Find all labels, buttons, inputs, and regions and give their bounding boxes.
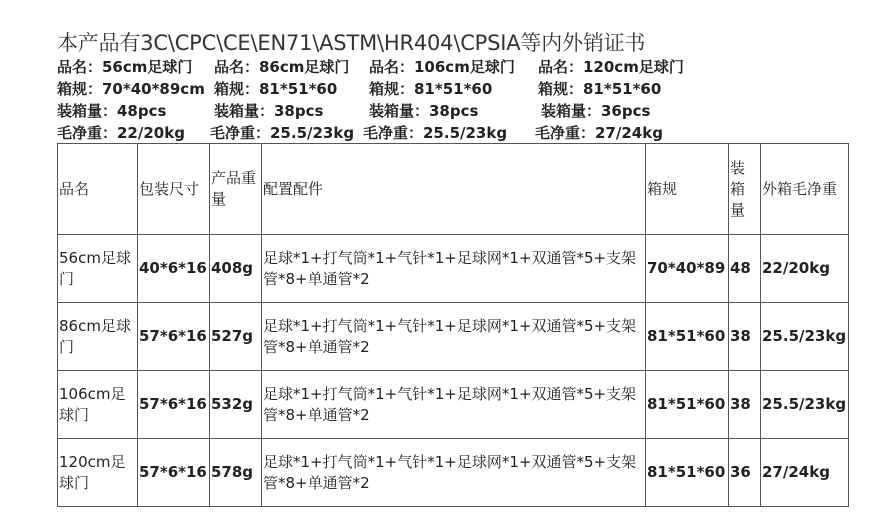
spec-name: 品名：56cm足球门 xyxy=(57,58,193,76)
spec-name: 品名：86cm足球门 xyxy=(214,58,350,76)
spec-qty: 装箱量：36pcs xyxy=(541,102,651,120)
cell-qty: 36 xyxy=(729,439,761,507)
spec-weight: 毛净重：25.5/23kg xyxy=(363,124,508,142)
cell-box: 70*40*89 xyxy=(646,235,729,303)
col-header-qty: 装箱量 xyxy=(729,144,761,235)
certificate-title: 本产品有3C\CPC\CE\EN71\ASTM\HR404\CPSIA等内外销证书 xyxy=(57,31,646,55)
cell-gross-net: 25.5/23kg xyxy=(761,303,849,371)
cell-package-size: 57*6*16 xyxy=(138,303,210,371)
spec-qty: 装箱量：48pcs xyxy=(57,102,167,120)
spec-box: 箱规：81*51*60 xyxy=(214,80,338,98)
spec-name: 品名：120cm足球门 xyxy=(538,58,684,76)
col-header-name: 品名 xyxy=(58,144,138,235)
cell-gross-net: 25.5/23kg xyxy=(761,371,849,439)
cell-accessories: 足球*1+打气筒*1+气针*1+足球网*1+双通管*5+支架管*8+单通管*2 xyxy=(262,439,646,507)
table-header-row xyxy=(58,144,849,235)
cell-package-size: 57*6*16 xyxy=(138,371,210,439)
cell-weight: 527g xyxy=(210,303,262,371)
spec-qty: 装箱量：38pcs xyxy=(214,102,324,120)
cell-gross-net: 27/24kg xyxy=(761,439,849,507)
table-row xyxy=(58,439,849,507)
cell-qty: 48 xyxy=(729,235,761,303)
table-row xyxy=(58,371,849,439)
cell-weight: 532g xyxy=(210,371,262,439)
cell-accessories: 足球*1+打气筒*1+气针*1+足球网*1+双通管*5+支架管*8+单通管*2 xyxy=(262,235,646,303)
cell-gross-net: 22/20kg xyxy=(761,235,849,303)
product-table xyxy=(57,143,849,507)
spec-name: 品名：106cm足球门 xyxy=(369,58,515,76)
cell-weight: 408g xyxy=(210,235,262,303)
cell-qty: 38 xyxy=(729,303,761,371)
cell-box: 81*51*60 xyxy=(646,303,729,371)
spec-weight: 毛净重：22/20kg xyxy=(57,124,185,142)
spec-weight: 毛净重：27/24kg xyxy=(535,124,663,142)
cell-box: 81*51*60 xyxy=(646,439,729,507)
cell-name: 86cm足球门 xyxy=(58,303,138,371)
col-header-weight: 产品重量 xyxy=(210,144,262,235)
table-row xyxy=(58,235,849,303)
spec-qty: 装箱量：38pcs xyxy=(369,102,479,120)
cell-package-size: 40*6*16 xyxy=(138,235,210,303)
cell-weight: 578g xyxy=(210,439,262,507)
cell-accessories: 足球*1+打气筒*1+气针*1+足球网*1+双通管*5+支架管*8+单通管*2 xyxy=(262,303,646,371)
cell-package-size: 57*6*16 xyxy=(138,439,210,507)
spec-box: 箱规：81*51*60 xyxy=(369,80,493,98)
cell-name: 120cm足球门 xyxy=(58,439,138,507)
col-header-box: 箱规 xyxy=(646,144,729,235)
col-header-package-size: 包装尺寸 xyxy=(138,144,210,235)
spec-box: 箱规：70*40*89cm xyxy=(57,80,205,98)
cell-qty: 38 xyxy=(729,371,761,439)
spec-box: 箱规：81*51*60 xyxy=(538,80,662,98)
spec-weight: 毛净重：25.5/23kg xyxy=(210,124,355,142)
cell-name: 56cm足球门 xyxy=(58,235,138,303)
col-header-gross-net: 外箱毛净重 xyxy=(761,144,849,235)
col-header-accessories: 配置配件 xyxy=(262,144,646,235)
cell-name: 106cm足球门 xyxy=(58,371,138,439)
cell-accessories: 足球*1+打气筒*1+气针*1+足球网*1+双通管*5+支架管*8+单通管*2 xyxy=(262,371,646,439)
table-row xyxy=(58,303,849,371)
cell-box: 81*51*60 xyxy=(646,371,729,439)
